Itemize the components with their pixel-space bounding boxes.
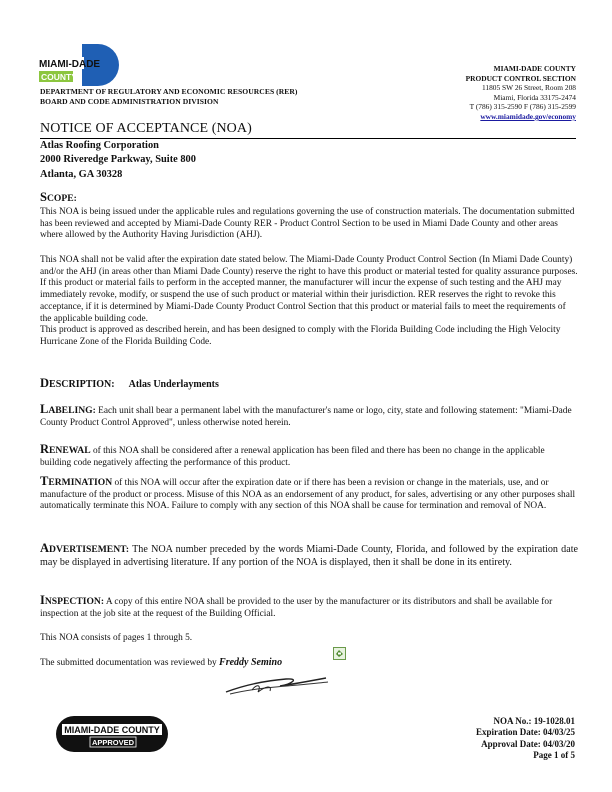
inspection-heading-rest: NSPECTION: bbox=[44, 596, 105, 607]
contact-block bbox=[466, 64, 576, 122]
renewal-heading-rest: ENEWAL bbox=[49, 445, 91, 456]
description-value: Atlas Underlayments bbox=[128, 379, 219, 390]
inspection-text: A copy of this entire NOA shall be provided to the user by the manufacturer or its distributors and shall be available for inspection at the job site at the request of the Building Official. bbox=[40, 597, 553, 619]
signature-icon bbox=[222, 672, 332, 698]
advertisement-initial: A bbox=[40, 541, 50, 555]
logo-text-bottom: COUNTY bbox=[41, 72, 77, 82]
county-name: MIAMI-DADE COUNTY bbox=[493, 64, 576, 73]
approved-logo-bottom-text: APPROVED bbox=[91, 738, 135, 748]
renewal-text: of this NOA shall be considered after a renewal application has been filed and there has been no change in the applicable building code negatively affecting the performance of this product. bbox=[40, 446, 545, 468]
digital-seal-icon bbox=[333, 647, 346, 660]
termination-paragraph bbox=[40, 476, 578, 513]
description-initial: D bbox=[40, 376, 50, 390]
approved-logo-top-text: MIAMI-DADE COUNTY bbox=[64, 725, 160, 735]
labeling-initial: L bbox=[40, 402, 49, 416]
scope-initial: S bbox=[40, 190, 47, 204]
termination-heading-rest: ERMINATION bbox=[48, 477, 113, 488]
page-title: NOTICE OF ACCEPTANCE (NOA) bbox=[40, 121, 252, 136]
section-name: PRODUCT CONTROL SECTION bbox=[465, 73, 576, 83]
miami-dade-county-logo bbox=[38, 44, 120, 86]
inspection-initial: I bbox=[40, 593, 45, 607]
applicant-city: Atlanta, GA 30328 bbox=[40, 168, 123, 180]
department-line-1: DEPARTMENT OF REGULATORY AND ECONOMIC RESOURCES (RER) bbox=[40, 87, 298, 96]
address-line-1: 11805 SW 26 Street, Room 208 bbox=[481, 83, 576, 93]
department-name bbox=[40, 87, 298, 107]
applicant-street: 2000 Riveredge Parkway, Suite 800 bbox=[40, 154, 196, 166]
review-statement bbox=[40, 657, 578, 670]
inspection-paragraph bbox=[40, 595, 578, 620]
department-line-2: BOARD AND CODE ADMINISTRATION DIVISION bbox=[40, 97, 219, 106]
logo-text-top: MIAMI-DADE bbox=[39, 59, 101, 70]
description-line bbox=[40, 378, 578, 391]
expiration-date: Expiration Date: 04/03/25 bbox=[476, 727, 575, 738]
scope-paragraph-1: This NOA is being issued under the applicable rules and regulations governing the use of construction materials. The documentation submitted has been reviewed and accepted by Miami-Dade County RER - Product Control Section to be used in Miami Dade County and other areas where allowed by the Authority Having Jurisdiction (AHJ). bbox=[40, 207, 575, 241]
renewal-paragraph bbox=[40, 444, 578, 469]
miami-dade-approved-logo bbox=[56, 716, 168, 752]
termination-initial: T bbox=[40, 474, 49, 488]
website-link[interactable]: www.miamidade.gov/economy bbox=[480, 111, 576, 121]
advertisement-heading-rest: DVERTISEMENT: bbox=[49, 544, 130, 555]
approval-date: Approval Date: 04/03/20 bbox=[481, 738, 575, 749]
scope-paragraph-2 bbox=[40, 255, 578, 349]
renewal-initial: R bbox=[40, 442, 50, 456]
scope-heading-rest: COPE: bbox=[46, 193, 77, 204]
phone-fax: T (786) 315-2590 F (786) 315-2599 bbox=[469, 102, 576, 112]
applicant-address bbox=[40, 139, 196, 182]
advertisement-paragraph bbox=[40, 542, 578, 569]
noa-number: NOA No.: 19-1028.01 bbox=[493, 716, 575, 726]
compliance-text: This product is approved as described herein, and has been designed to comply with the Florida Building Code including the High Velocity Hurricane Zone of the Florida Building Code. bbox=[40, 325, 561, 347]
description-heading-rest: ESCRIPTION: bbox=[49, 379, 115, 390]
labeling-text: Each unit shall bear a permanent label with the manufacturer's name or logo, city, state and following statement: "Miami-Dade County Product Control Approved", unless otherwise noted herein. bbox=[40, 406, 572, 428]
applicant-name: Atlas Roofing Corporation bbox=[40, 140, 159, 151]
pages-statement: This NOA consists of pages 1 through 5. bbox=[40, 633, 193, 643]
review-prefix: The submitted documentation was reviewed by bbox=[40, 658, 220, 668]
scope-heading bbox=[40, 192, 578, 205]
advertisement-text: The NOA number preceded by the words Miami-Dade County, Florida, and followed by the expiration date may be displayed in advertising literature. If any portion of the NOA is displayed, then it shall be done in its entirety. bbox=[40, 544, 578, 568]
address-line-2: Miami, Florida 33175-2474 bbox=[493, 92, 576, 102]
labeling-paragraph bbox=[40, 404, 578, 429]
validity-text: This NOA shall not be valid after the expiration date stated below. The Miami-Dade County Product Control Section (In Miami Dade County) and/or the AHJ (in areas other than Miami Dade County) reserve the right to have this product or material tested for quality assurance purposes. If this product or material fails to perform in the accepted manner, the manufacturer will incur the expense of such testing and the AHJ may immediately revoke, modify, or suspend the use of such product or material within their jurisdiction. RER reserves the right to revoke this acceptance, if it is determined by Miami-Dade County Product Control Section that this product or material fails to meet the requirements of the applicable building code. bbox=[40, 255, 578, 324]
labeling-heading-rest: ABELING: bbox=[48, 405, 96, 416]
noa-footer bbox=[476, 716, 575, 762]
page-number: Page 1 of 5 bbox=[533, 750, 575, 761]
reviewer-name: Freddy Semino bbox=[219, 657, 283, 668]
termination-text: of this NOA will occur after the expiration date or if there has been a revision or change in the materials, use, and or manufacture of the product or process. Misuse of this NOA as an endorsement of any product, for sales, advertising or any other purposes shall automatically terminate this NOA. Failure to comply with any section of this NOA shall be cause for termination and removal of NOA. bbox=[40, 478, 576, 512]
